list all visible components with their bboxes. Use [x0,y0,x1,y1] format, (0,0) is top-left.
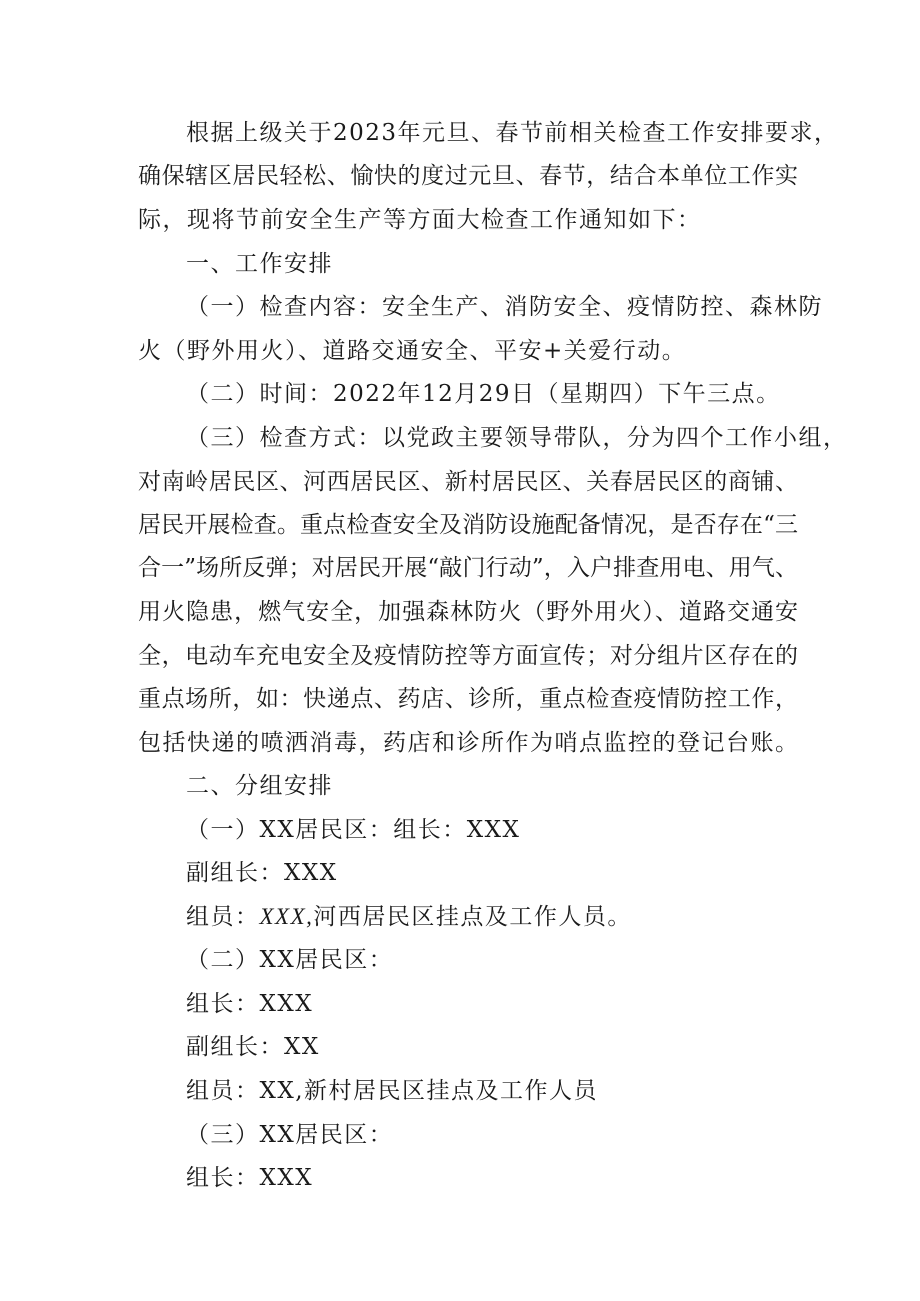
group-2-members: 组员：XX,新村居民区挂点及工作人员 [186,1078,599,1104]
inspection-method-line-8: 包括快递的喷洒消毒，药店和诊所作为哨点监控的登记台账。 [138,730,800,756]
inspection-method-line-2: 对南岭居民区、河西居民区、新村居民区、关春居民区的商铺、 [138,469,798,495]
inspection-method-line-7: 重点场所，如：快递点、药店、诊所，重点检查疫情防控工作， [138,686,798,712]
inspection-content-line-1: （一）检查内容：安全生产、消防安全、疫情防控、森林防 [186,294,823,320]
group-1-members-rest: 河西居民区挂点及工作人员。 [313,904,632,930]
group-1-deputy: 副组长：XXX [186,860,338,886]
group-2-deputy: 副组长：XX [186,1034,320,1060]
group-2-title: （二）XX居民区： [186,947,394,973]
inspection-time: （二）时间：2022年12月29日（星期四）下午三点。 [186,381,781,407]
group-1-members [186,902,632,932]
inspection-content-line-2: 火（野外用火）、道路交通安全、平安+关爱行动。 [138,338,687,364]
group-1-members-name: XXX, [259,904,314,929]
intro-line-3: 际，现将节前安全生产等方面大检查工作通知如下： [138,207,702,233]
inspection-method-line-6: 全，电动车充电安全及疫情防控等方面宣传；对分组片区存在的 [138,643,798,669]
group-1-title: （一）XX居民区：组长：XXX [186,817,521,843]
inspection-method-line-3: 居民开展检查。重点检查安全及消防设施配备情况，是否存在“三 [138,512,798,538]
intro-line-2: 确保辖区居民轻松、愉快的度过元旦、春节，结合本单位工作实 [138,163,798,189]
inspection-method-line-1: （三）检查方式：以党政主要领导带队，分为四个工作小组， [186,425,848,451]
section-1-heading: 一、工作安排 [186,251,333,277]
group-2-leader: 组长：XXX [186,991,314,1017]
inspection-method-line-4: 合一”场所反弹；对居民开展“敲门行动”，入户排查用电、用气、 [138,555,798,581]
intro-line-1: 根据上级关于2023年元旦、春节前相关检查工作安排要求， [186,120,839,146]
group-1-members-label: 组员： [186,904,260,930]
group-3-title: （三）XX居民区： [186,1122,394,1148]
group-3-leader: 组长：XXX [186,1165,314,1191]
section-2-heading: 二、分组安排 [186,773,333,799]
inspection-method-line-5: 用火隐患，燃气安全，加强森林防火（野外用火）、道路交通安 [138,599,798,625]
